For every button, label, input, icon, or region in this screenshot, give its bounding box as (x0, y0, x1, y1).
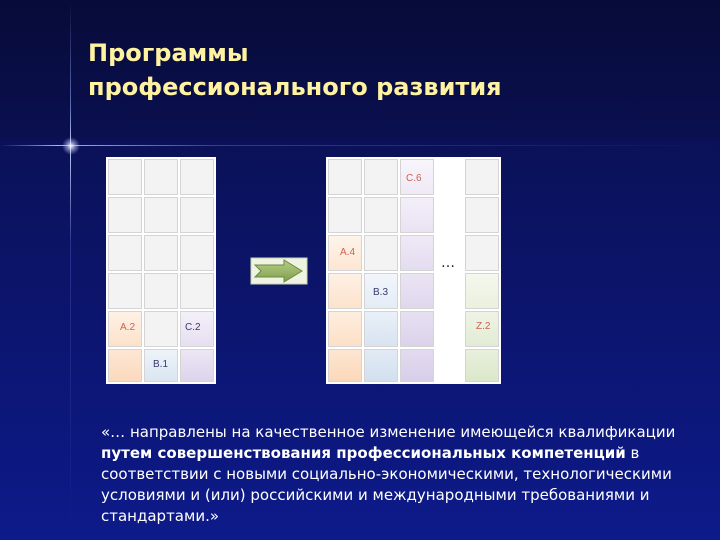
grid-cell (400, 197, 434, 233)
decorative-horizontal-line (0, 145, 720, 146)
quote-part-2: в соответствии с новыми социально-экономическими, технологическими условиями и (или) российскими и международными требованиями и стандартами.» (101, 444, 672, 525)
grid-cell (465, 197, 499, 233)
grid-cell (364, 197, 398, 233)
grid-cell (180, 159, 214, 195)
right-competency-grid (326, 157, 501, 384)
right-arrow-icon (250, 257, 308, 285)
slide-title (88, 36, 502, 104)
grid-cell (364, 311, 398, 347)
grid-cell (400, 311, 434, 347)
grid-cell (144, 235, 178, 271)
grid-cell (328, 197, 362, 233)
grid-cell (328, 159, 362, 195)
grid-cell (400, 349, 434, 382)
grid-cell (144, 311, 178, 347)
grid-cell (180, 273, 214, 309)
decorative-vertical-line (70, 0, 71, 540)
grid-cell (180, 235, 214, 271)
grid-cell (180, 349, 214, 382)
slide-title-line-1: Программы (88, 39, 249, 67)
grid-cell (364, 235, 398, 271)
grid-cell (364, 349, 398, 382)
grid-cell (328, 311, 362, 347)
label-b3: B.3 (373, 287, 389, 298)
grid-cell (465, 273, 499, 309)
grid-cell (144, 197, 178, 233)
label-a4: A.4 (340, 247, 356, 258)
grid-cell (465, 159, 499, 195)
grid-cell (108, 273, 142, 309)
grid-cell (465, 349, 499, 382)
decorative-sparkle (62, 137, 80, 155)
label-a2: A.2 (120, 322, 136, 333)
grid-cell (108, 349, 142, 382)
quote-bold-part: путем совершенствования профессиональных компетенций (101, 444, 626, 462)
label-z2: Z.2 (476, 321, 491, 332)
grid-cell (400, 235, 434, 271)
label-c6: C.6 (406, 173, 422, 184)
continuation-ellipsis: … (441, 255, 456, 271)
grid-cell (108, 235, 142, 271)
grid-cell (364, 159, 398, 195)
grid-cell (328, 273, 362, 309)
grid-cell (144, 159, 178, 195)
grid-cell (180, 197, 214, 233)
grid-cell (400, 273, 434, 309)
slide-title-line-2: профессионального развития (88, 73, 502, 101)
label-c2: C.2 (185, 322, 201, 333)
quote-part-1: «… направлены на качественное изменение имеющейся квалификации (101, 423, 676, 441)
quote-text (101, 422, 701, 527)
left-competency-grid (106, 157, 216, 384)
grid-cell (108, 159, 142, 195)
grid-cell (465, 235, 499, 271)
grid-cell (108, 197, 142, 233)
grid-cell (328, 349, 362, 382)
label-b1: B.1 (153, 359, 169, 370)
grid-cell (144, 273, 178, 309)
